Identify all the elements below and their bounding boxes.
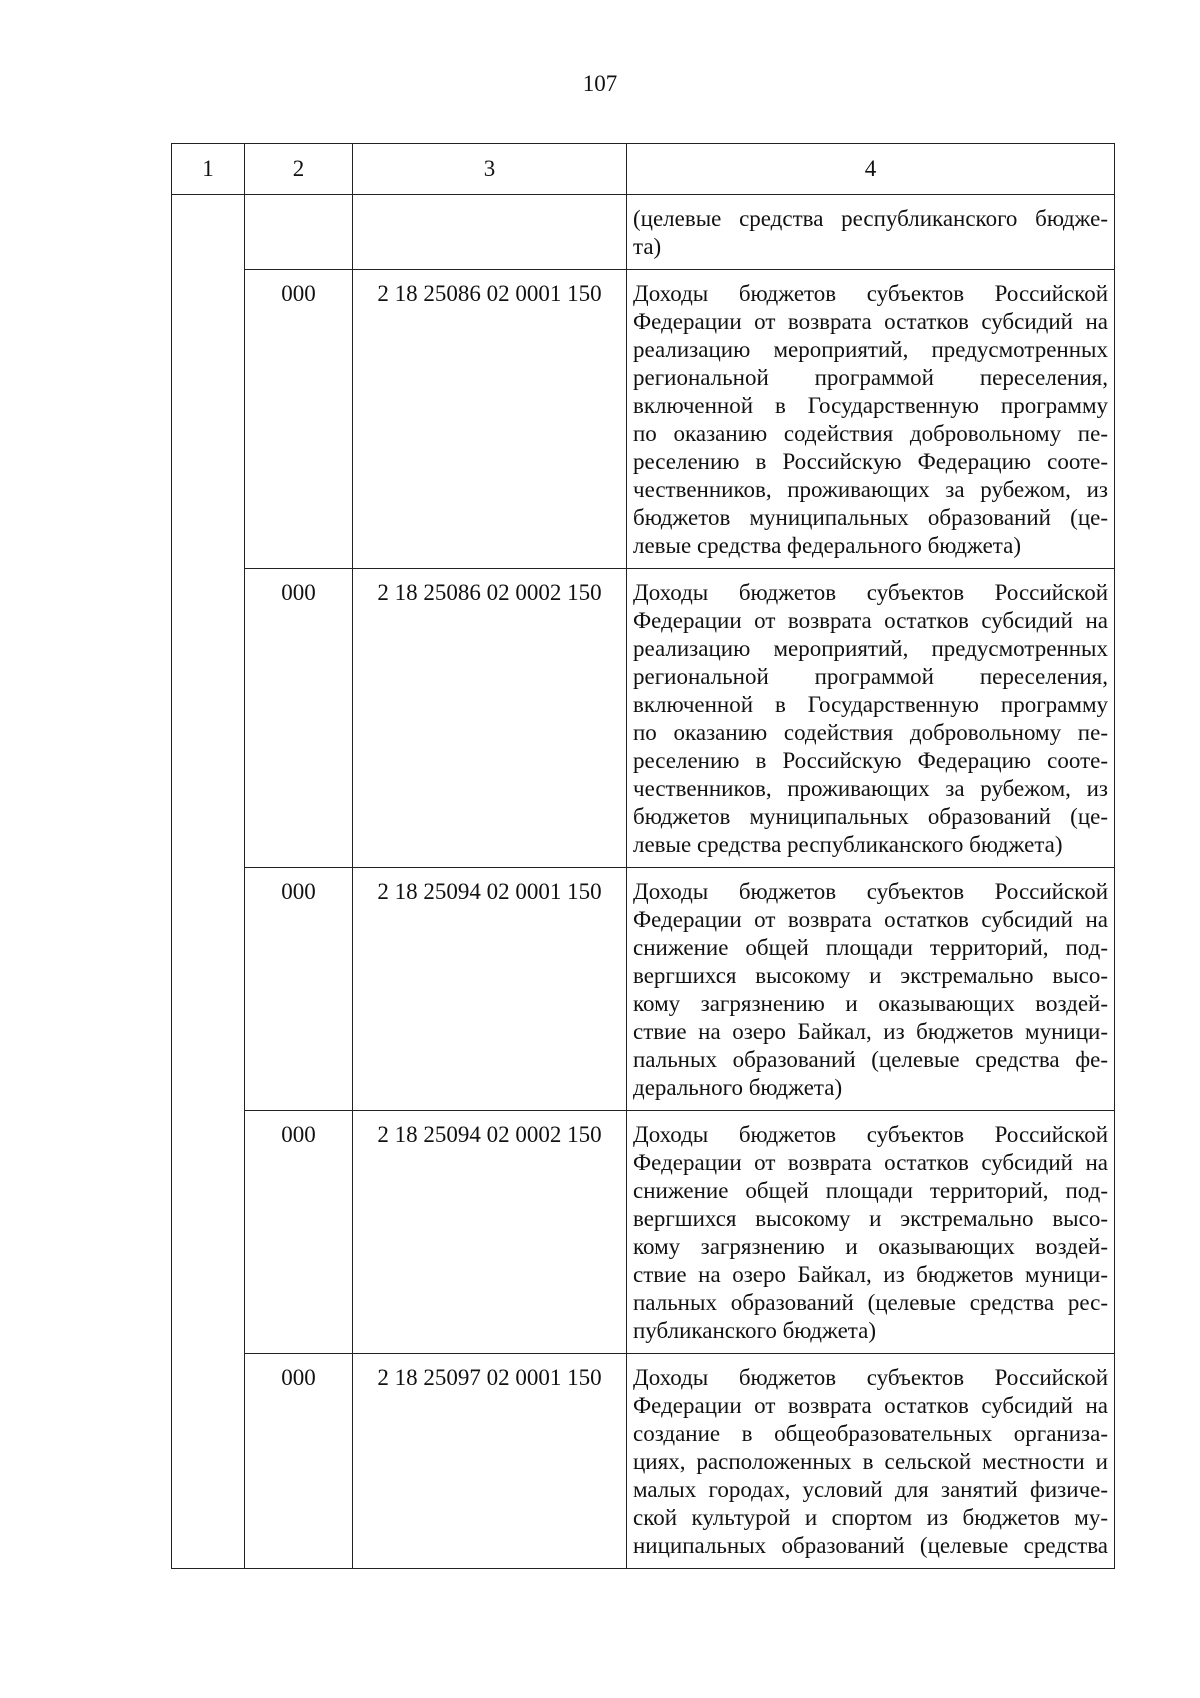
description-line: Доходы бюджетов субъектов Российской (633, 1365, 1108, 1390)
description-line: Доходы бюджетов субъектов Российской (633, 1122, 1108, 1147)
description-line: бюджетов муниципальных образований (це- (633, 804, 1108, 829)
row-number-cell (172, 868, 245, 1111)
description-cell (627, 195, 1115, 270)
kbk-code-cell: 2 18 25094 02 0002 150 (353, 1111, 627, 1354)
description-text (633, 579, 1108, 859)
row-number-cell (172, 1111, 245, 1354)
description-line: ствие на озеро Байкал, из бюджетов муници- (633, 1019, 1108, 1044)
kbk-code-cell (353, 195, 627, 270)
description-line: малых городах, условий для занятий физиче- (633, 1477, 1108, 1502)
description-line: левые средства республиканского бюджета) (633, 832, 1063, 857)
description-line: реализацию мероприятий, предусмотренных (633, 636, 1108, 661)
row-number-cell (172, 1354, 245, 1569)
header-col-2: 2 (245, 144, 353, 195)
description-line: Федерации от возврата остатков субсидий на (633, 608, 1108, 633)
admin-code-cell (245, 195, 353, 270)
description-line: ствие на озеро Байкал, из бюджетов муници- (633, 1262, 1108, 1287)
description-line: дерального бюджета) (633, 1075, 843, 1100)
header-col-1: 1 (172, 144, 245, 195)
description-line: левые средства федерального бюджета) (633, 533, 1021, 558)
description-line: Доходы бюджетов субъектов Российской (633, 580, 1108, 605)
description-line: снижение общей площади территорий, под- (633, 935, 1108, 960)
description-line: реселению в Российскую Федерацию соотe- (633, 449, 1108, 474)
description-line: региональной программой переселения, (633, 365, 1108, 390)
description-line: включенной в Государственную программу (633, 692, 1108, 717)
description-line: включенной в Государственную программу (633, 393, 1108, 418)
kbk-code-cell: 2 18 25086 02 0002 150 (353, 569, 627, 868)
description-line: кому загрязнению и оказывающих воздей- (633, 991, 1108, 1016)
description-line: чественников, проживающих за рубежом, из (633, 477, 1108, 502)
row-number-cell (172, 569, 245, 868)
admin-code-cell: 000 (245, 1354, 353, 1569)
description-line: вергшихся высокому и экстремально высо- (633, 1206, 1108, 1231)
description-cell (627, 868, 1115, 1111)
page-number: 107 (582, 71, 618, 96)
kbk-code-cell: 2 18 25086 02 0001 150 (353, 270, 627, 569)
table-row (172, 569, 1115, 868)
table-body (172, 195, 1115, 1569)
description-line: бюджетов муниципальных образований (це- (633, 505, 1108, 530)
description-line: кому загрязнению и оказывающих воздей- (633, 1234, 1108, 1259)
description-line: региональной программой переселения, (633, 664, 1108, 689)
description-line: Доходы бюджетов субъектов Российской (633, 281, 1108, 306)
description-line: создание в общеобразовательных организа- (633, 1421, 1108, 1446)
description-line: пальных образований (целевые средства фе- (633, 1047, 1108, 1072)
description-line: Федерации от возврата остатков субсидий на (633, 309, 1108, 334)
description-text (633, 1364, 1108, 1560)
description-cell (627, 1111, 1115, 1354)
description-line: реселению в Российскую Федерацию соотe- (633, 748, 1108, 773)
description-line: Федерации от возврата остатков субсидий на (633, 1150, 1108, 1175)
description-line: циях, расположенных в сельской местности и (633, 1449, 1108, 1474)
table-row (172, 1111, 1115, 1354)
kbk-code-cell: 2 18 25094 02 0001 150 (353, 868, 627, 1111)
description-line: ниципальных образований (целевые средства (633, 1533, 1108, 1558)
description-line: публиканского бюджета) (633, 1318, 877, 1343)
description-text (633, 878, 1108, 1102)
row-number-cell (172, 270, 245, 569)
table-header-row (172, 144, 1115, 195)
description-line: ской культурой и спортом из бюджетов му- (633, 1505, 1108, 1530)
description-cell (627, 569, 1115, 868)
description-text (633, 280, 1108, 560)
table-row (172, 270, 1115, 569)
description-text (633, 205, 1108, 261)
description-line: Федерации от возврата остатков субсидий на (633, 1393, 1108, 1418)
row-number-cell (172, 195, 245, 270)
kbk-code-cell: 2 18 25097 02 0001 150 (353, 1354, 627, 1569)
description-line: Федерации от возврата остатков субсидий на (633, 907, 1108, 932)
description-line: Доходы бюджетов субъектов Российской (633, 879, 1108, 904)
description-line: реализацию мероприятий, предусмотренных (633, 337, 1108, 362)
description-text (633, 1121, 1108, 1345)
description-line: по оказанию содействия добровольному пе- (633, 720, 1108, 745)
revenue-code-table (171, 143, 1115, 1569)
table-row (172, 1354, 1115, 1569)
header-col-4: 4 (627, 144, 1115, 195)
description-line: чественников, проживающих за рубежом, из (633, 776, 1108, 801)
table-row (172, 868, 1115, 1111)
header-col-3: 3 (353, 144, 627, 195)
table-row (172, 195, 1115, 270)
description-line: вергшихся высокому и экстремально высо- (633, 963, 1108, 988)
description-line: снижение общей площади территорий, под- (633, 1178, 1108, 1203)
description-line: по оказанию содействия добровольному пе- (633, 421, 1108, 446)
description-cell (627, 1354, 1115, 1569)
description-line: та) (633, 234, 662, 259)
description-line: (целевые средства республиканского бюдже- (633, 206, 1108, 231)
description-cell (627, 270, 1115, 569)
description-line: пальных образований (целевые средства рес- (633, 1290, 1108, 1315)
admin-code-cell: 000 (245, 868, 353, 1111)
admin-code-cell: 000 (245, 270, 353, 569)
admin-code-cell: 000 (245, 569, 353, 868)
admin-code-cell: 000 (245, 1111, 353, 1354)
